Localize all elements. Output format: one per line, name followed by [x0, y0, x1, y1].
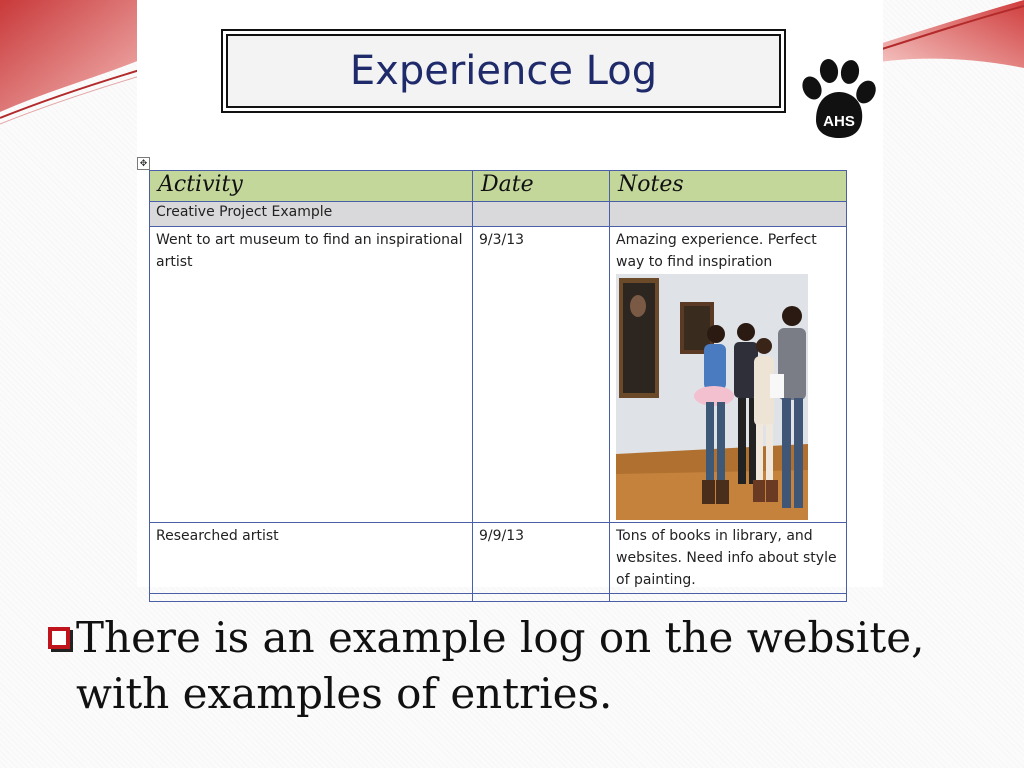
date-cell: 9/9/13 — [473, 523, 610, 594]
section-empty-notes — [610, 202, 847, 227]
bullet-text-line1: There is an example log on the website, — [76, 613, 925, 662]
notes-cell — [610, 227, 847, 523]
notes-text: Amazing experience. Perfect way to find inspiration — [616, 232, 817, 270]
table-row — [150, 523, 847, 594]
header-date: Date — [473, 171, 610, 202]
notes-cell: Tons of books in library, and websites. Need info about style of painting. — [610, 523, 847, 594]
activity-cell: Went to art museum to find an inspirational artist — [150, 227, 473, 523]
museum-visit-photo — [616, 274, 808, 520]
table-header-row — [150, 171, 847, 202]
header-notes: Notes — [610, 171, 847, 202]
header-activity: Activity — [150, 171, 473, 202]
decorative-swoosh-right — [879, 0, 1024, 80]
bullet-text-line2: with examples of entries. — [76, 669, 613, 718]
paw-logo — [798, 58, 878, 142]
table-move-handle[interactable]: ✥ — [137, 157, 150, 170]
page-title: Experience Log — [226, 34, 781, 108]
bullet-point — [48, 610, 948, 722]
checkbox-bullet-icon — [48, 627, 70, 649]
decorative-swoosh-left — [0, 0, 140, 130]
table-row — [150, 227, 847, 523]
section-empty-date — [473, 202, 610, 227]
section-label: Creative Project Example — [150, 202, 473, 227]
title-box — [221, 29, 786, 113]
date-cell: 9/3/13 — [473, 227, 610, 523]
activity-cell: Researched artist — [150, 523, 473, 594]
table-row-partial — [150, 594, 847, 602]
experience-log-table — [149, 170, 847, 602]
section-row — [150, 202, 847, 227]
empty-cell — [610, 594, 847, 602]
empty-cell — [150, 594, 473, 602]
empty-cell — [473, 594, 610, 602]
logo-text: AHS — [823, 113, 855, 130]
